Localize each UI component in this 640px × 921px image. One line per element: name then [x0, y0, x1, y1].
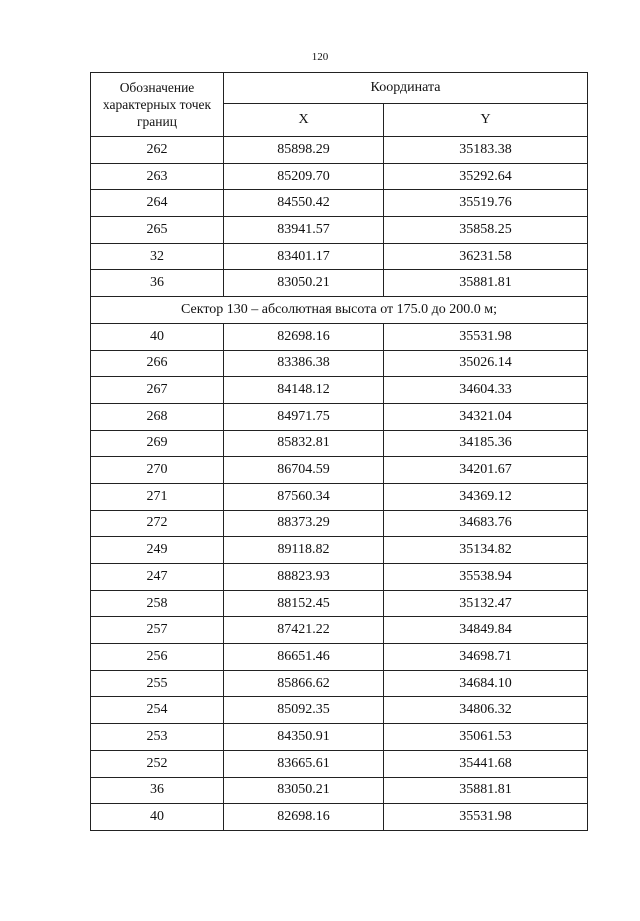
y-cell: 35881.81	[384, 777, 588, 804]
x-cell: 82698.16	[224, 323, 384, 350]
y-cell: 35519.76	[384, 190, 588, 217]
table-header	[91, 73, 588, 137]
y-cell: 35881.81	[384, 270, 588, 297]
page-number: 120	[311, 51, 329, 63]
point-cell: 262	[91, 137, 224, 164]
point-cell: 36	[91, 777, 224, 804]
table-body	[91, 137, 588, 831]
table-row	[91, 483, 588, 510]
y-cell: 35183.38	[384, 137, 588, 164]
y-cell: 35134.82	[384, 537, 588, 564]
point-cell: 266	[91, 350, 224, 377]
point-cell: 263	[91, 163, 224, 190]
table-row	[91, 697, 588, 724]
table-row	[91, 724, 588, 751]
point-cell: 257	[91, 617, 224, 644]
y-cell: 35531.98	[384, 323, 588, 350]
y-cell: 34185.36	[384, 430, 588, 457]
section-row	[91, 297, 588, 324]
y-cell: 34321.04	[384, 403, 588, 430]
table-row	[91, 644, 588, 671]
point-cell: 258	[91, 590, 224, 617]
table-row	[91, 430, 588, 457]
coordinate-header: Координата	[224, 73, 588, 104]
point-cell: 265	[91, 217, 224, 244]
x-cell: 84350.91	[224, 724, 384, 751]
x-cell: 83050.21	[224, 777, 384, 804]
header-row	[91, 73, 588, 104]
point-cell: 271	[91, 483, 224, 510]
x-cell: 85092.35	[224, 697, 384, 724]
x-cell: 84550.42	[224, 190, 384, 217]
y-cell: 35061.53	[384, 724, 588, 751]
y-cell: 34369.12	[384, 483, 588, 510]
x-cell: 83401.17	[224, 243, 384, 270]
point-cell: 40	[91, 323, 224, 350]
table-row	[91, 457, 588, 484]
table-row	[91, 777, 588, 804]
x-cell: 88823.93	[224, 564, 384, 591]
point-cell: 255	[91, 670, 224, 697]
x-cell: 83941.57	[224, 217, 384, 244]
x-cell: 88152.45	[224, 590, 384, 617]
point-cell: 268	[91, 403, 224, 430]
y-cell: 34849.84	[384, 617, 588, 644]
table-row	[91, 564, 588, 591]
x-cell: 88373.29	[224, 510, 384, 537]
x-cell: 83050.21	[224, 270, 384, 297]
y-cell: 36231.58	[384, 243, 588, 270]
x-cell: 89118.82	[224, 537, 384, 564]
table-row	[91, 137, 588, 164]
table-row	[91, 217, 588, 244]
x-cell: 83665.61	[224, 750, 384, 777]
coordinates-table	[90, 72, 588, 831]
y-header: Y	[384, 104, 588, 137]
x-cell: 85898.29	[224, 137, 384, 164]
y-cell: 35858.25	[384, 217, 588, 244]
y-cell: 34698.71	[384, 644, 588, 671]
table-row	[91, 510, 588, 537]
point-cell: 32	[91, 243, 224, 270]
x-cell: 84971.75	[224, 403, 384, 430]
y-cell: 35132.47	[384, 590, 588, 617]
table-row	[91, 670, 588, 697]
point-cell: 267	[91, 377, 224, 404]
table-row	[91, 804, 588, 831]
table-row	[91, 323, 588, 350]
point-cell: 40	[91, 804, 224, 831]
y-cell: 34683.76	[384, 510, 588, 537]
point-cell: 264	[91, 190, 224, 217]
x-cell: 85866.62	[224, 670, 384, 697]
point-cell: 269	[91, 430, 224, 457]
point-cell: 252	[91, 750, 224, 777]
y-cell: 34201.67	[384, 457, 588, 484]
x-cell: 82698.16	[224, 804, 384, 831]
y-cell: 35538.94	[384, 564, 588, 591]
table-row	[91, 617, 588, 644]
section-title: Сектор 130 – абсолютная высота от 175.0 до 200.0 м;	[91, 297, 588, 324]
y-cell: 34684.10	[384, 670, 588, 697]
table-row	[91, 750, 588, 777]
x-cell: 85832.81	[224, 430, 384, 457]
y-cell: 34806.32	[384, 697, 588, 724]
x-cell: 87421.22	[224, 617, 384, 644]
table-row	[91, 537, 588, 564]
point-cell: 272	[91, 510, 224, 537]
point-cell: 254	[91, 697, 224, 724]
point-cell: 36	[91, 270, 224, 297]
x-cell: 84148.12	[224, 377, 384, 404]
table-row	[91, 590, 588, 617]
point-cell: 256	[91, 644, 224, 671]
table-row	[91, 270, 588, 297]
x-header: X	[224, 104, 384, 137]
table-row	[91, 243, 588, 270]
table-row	[91, 163, 588, 190]
x-cell: 85209.70	[224, 163, 384, 190]
x-cell: 86704.59	[224, 457, 384, 484]
y-cell: 35292.64	[384, 163, 588, 190]
point-cell: 270	[91, 457, 224, 484]
table-row	[91, 350, 588, 377]
designation-header: Обозначение характерных точек границ	[91, 73, 224, 137]
table-row	[91, 190, 588, 217]
y-cell: 35441.68	[384, 750, 588, 777]
y-cell: 34604.33	[384, 377, 588, 404]
table-row	[91, 403, 588, 430]
point-cell: 253	[91, 724, 224, 751]
point-cell: 247	[91, 564, 224, 591]
x-cell: 87560.34	[224, 483, 384, 510]
table-row	[91, 377, 588, 404]
point-cell: 249	[91, 537, 224, 564]
y-cell: 35531.98	[384, 804, 588, 831]
x-cell: 86651.46	[224, 644, 384, 671]
x-cell: 83386.38	[224, 350, 384, 377]
y-cell: 35026.14	[384, 350, 588, 377]
